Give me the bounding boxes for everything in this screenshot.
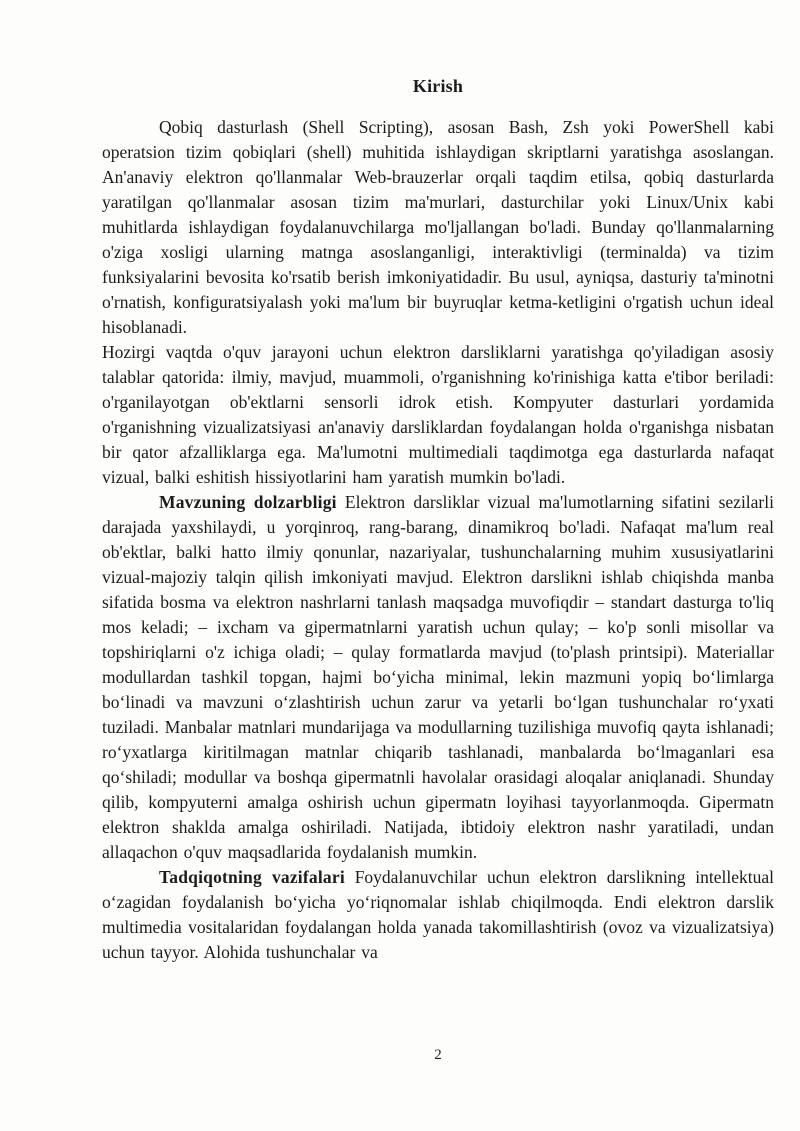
paragraph-text: Elektron darsliklar vizual ma'lumotlarning sifatini sezilarli darajada yaxshilaydi, u yorqinroq, rang-barang, dinamikroq bo'ladi. Nafaqat ma'lum real ob'ektlar, balki hatto ilmiy qonunlar, nazariyalar, tushunchalarning muhim xususiyatlarini vizual-majoziy talqin qilish imkoniyati mavjud. Elektron darslikni ishlab chiqishda manba sifatida bosma va elektron nashrlarni tanlash maqsadga muvofiqdir – standart dasturga to'liq mos keladi; – ixcham va gipermatnlarni yaratish uchun qulay; – ko'p sonli misollar va topshiriqlarni o'z ichiga oladi; – qulay formatlarda mavjud (to'plash printsipi). Materiallar modullardan tashkil topgan, hajmi bo‘yicha minimal, lekin mazmuni yopiq bo‘limlarga bo‘linadi va mavzuni o‘zlashtirish uchun zarur va yetarli bo‘lgan tushunchalar ro‘yxati tuziladi. Manbalar matnlari mundarijaga va modullarning tuzilishiga muvofiq qayta ishlanadi; ro‘yxatlarga kiritilmagan matnlar chiqarib tashlanadi, manbalarda bo‘lmaganlari esa qo‘shiladi; modullar va boshqa gipermatnli havolalar orasidagi aloqalar aniqlanadi. Shunday qilib, kompyuterni amalga oshirish uchun gipermatn loyihasi tayyorlanmoqda. Gipermatn elektron shaklda amalga oshiriladi. Natijada, ibtidoiy elektron nashr yaratiladi, undan allaqachon o'quv maqsadlarida foydalanish mumkin. — [102, 492, 774, 862]
paragraph-lead-bold: Tadqiqotning vazifalari — [159, 867, 345, 887]
paragraph-text: Hozirgi vaqtda o'quv jarayoni uchun elektron darsliklarni yaratishga qo'yiladigan asosiy talablar qatorida: ilmiy, mavjud, muammoli, o'rganishning ko'rinishiga katta e'tibor beriladi: o'rganilayotgan ob'ektlarni sensorli idrok etish. Kompyuter dasturlari yordamida o'rganishning vizualizatsiyasi an'anaviy darsliklardan foydalangan holda o'rganishga nisbatan bir qator afzalliklarga ega. Ma'lumotni multimediali taqdimotga ega dasturlarda nafaqat vizual, balki eshitish hissiyotlarini ham yaratish mumkin bo'ladi. — [102, 342, 774, 487]
paragraph-text: Foydalanuvchilar uchun elektron darslikning intellektual o‘zagidan foydalanish bo‘yicha yo‘riqnomalar ishlab chiqilmoqda. Endi elektron darslik multimedia vositalaridan foydalangan holda yanada takomillashtirish (ovoz va vizualizatsiya) uchun tayyor. Alohida tushunchalar va — [102, 867, 774, 962]
paragraph-intro — [102, 115, 774, 340]
page-title: Kirish — [412, 76, 464, 96]
page-footer — [102, 1044, 774, 1066]
paragraph-text: Qobiq dasturlash (Shell Scripting), asosan Bash, Zsh yoki PowerShell kabi operatsion tizim qobiqlari (shell) muhitida ishlaydigan skriptlarni yaratishga asoslangan. An'anaviy elektron qo'llanmalar Web-brauzerlar orqali taqdim etilsa, qobiq dasturlarda yaratilgan qo'llanmalar asosan tizim ma'murlari, dasturchilar yoki Linux/Unix kabi muhitlarda ishlaydigan foydalanuvchilarga mo'ljallangan bo'ladi. Bunday qo'llanmalarning o'ziga xosligi ularning matnga asoslanganligi, interaktivligi (terminalda) va tizim funksiyalarini bevosita ko'rsatib berish imkoniyatidadir. Bu usul, ayniqsa, dasturiy ta'minotni o'rnatish, konfiguratsiyalash yoki ma'lum bir buyruqlar ketma-ketligini o'rgatish uchun ideal hisoblanadi. — [102, 117, 774, 337]
paragraph-relevance — [102, 490, 774, 865]
paragraph-lead-bold: Mavzuning dolzarbligi — [159, 492, 337, 512]
paragraph-tasks — [102, 865, 774, 965]
paragraph-requirements — [102, 340, 774, 490]
page-number: 2 — [434, 1047, 442, 1063]
